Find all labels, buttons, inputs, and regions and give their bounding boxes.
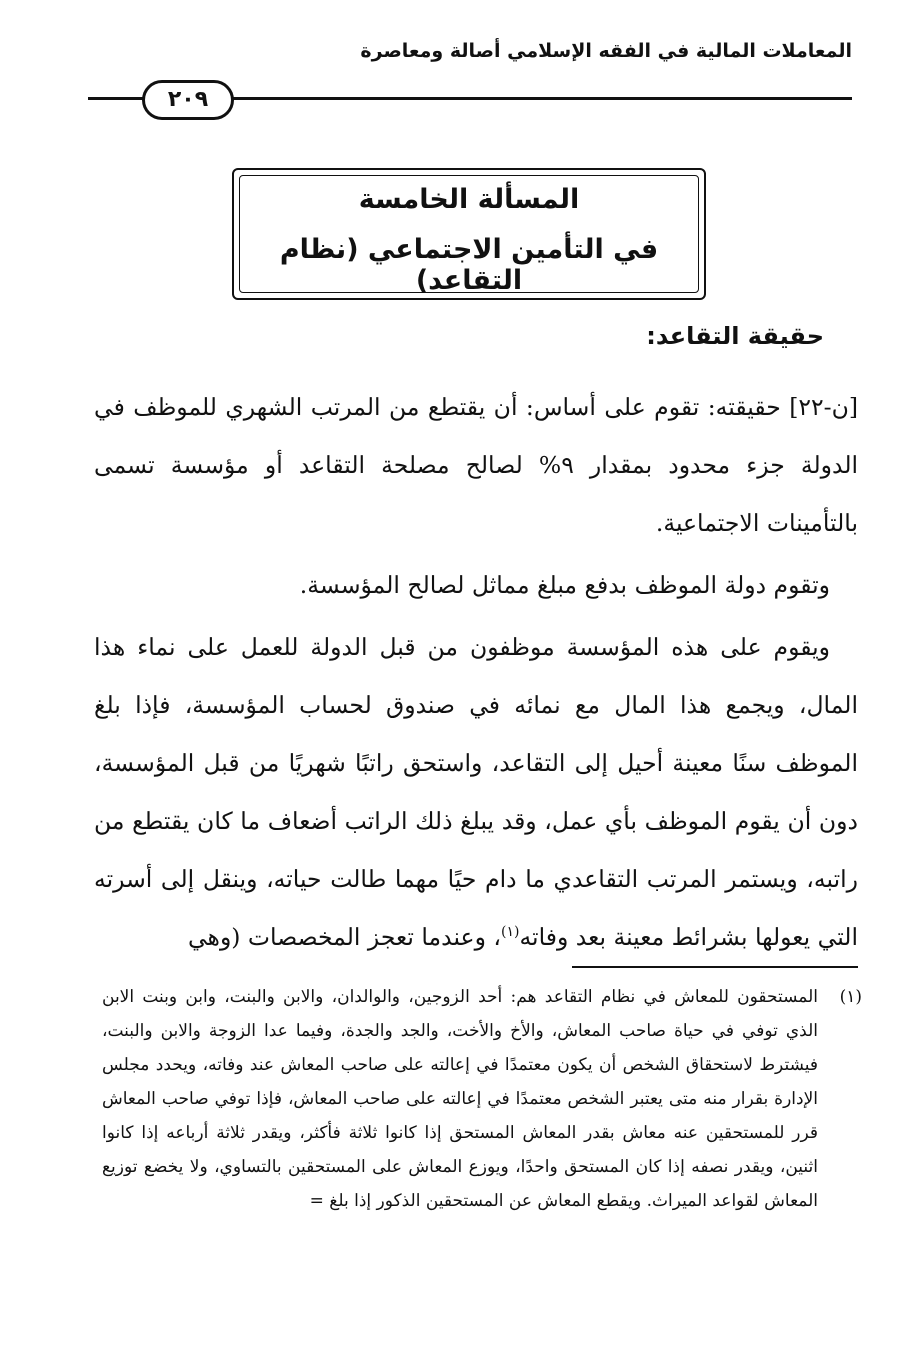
paragraph-3 xyxy=(94,618,858,966)
paragraph-3-text: ويقوم على هذه المؤسسة موظفون من قبل الدولة للعمل على نماء هذا المال، ويجمع هذا المال مع نمائه في صندوق لحساب المؤسسة، فإذا بلغ الموظف سنًا معينة أحيل إلى التقاعد، واستحق راتبًا شهريًا من قبل المؤسسة، دون أن يقوم الموظف بأي عمل، وقد يبلغ ذلك الراتب أضعاف ما كان يقتطع من راتبه، ويستمر المرتب التقاعدي ما دام حيًا مهما طالت حياته، وينقل إلى أسرته التي يعولها بشرائط معينة بعد وفاته xyxy=(94,633,858,951)
paragraph-3-continuation: ، وعندما تعجز المخصصات (وهي xyxy=(187,923,501,951)
footnote-separator xyxy=(572,966,858,968)
footnotes xyxy=(102,980,862,1218)
title-line-2: في التأمين الاجتماعي (نظام التقاعد) xyxy=(279,234,659,296)
paragraph-2: وتقوم دولة الموظف بدفع مبلغ مماثل لصالح المؤسسة. xyxy=(299,571,830,599)
footnote-marker: (١) xyxy=(839,987,862,1007)
paragraph-1: [ن-٢٢] حقيقته: تقوم على أساس: أن يقتطع من المرتب الشهري للموظف في الدولة جزء محدود بمقدار ٩% لصالح مصلحة التقاعد أو مؤسسة تسمى بالتأمينات الاجتماعية. xyxy=(94,393,859,537)
page-number: ٢٠٩ xyxy=(142,80,234,120)
title-line-1: المسألة الخامسة xyxy=(358,184,580,215)
running-header: المعاملات المالية في الفقه الإسلامي أصالة ومعاصرة xyxy=(360,40,852,62)
footnote-item xyxy=(102,980,862,1218)
footnote-text: المستحقون للمعاش في نظام التقاعد هم: أحد الزوجين، والوالدان، والابن والبنت، وابن وبنت الابن الذي توفي في حياة صاحب المعاش، والأخ والأخت، والجد والجدة، وفيما عدا الزوجة والابن والبنت، فيشترط لاستحقاق الشخص أن يكون معتمدًا في إعالته على صاحب المعاش عند وفاته، ويحدد مجلس الإدارة بقرار منه متى يعتبر الشخص معتمدًا في إعالته على صاحب المعاش، فإذا توفي صاحب المعاش قرر للمستحقين عنه معاش بقدر المعاش المستحق إذا كانوا ثلاثة فأكثر، ويقدر ثلاثة أرباعه إذا كانوا اثنين، ويقدر نصفه إذا كان المستحق واحدًا، ويوزع المعاش على المستحقين بالتساوي، ولا يخضع توزيع المعاش لقواعد الميراث. ويقطع المعاش عن المستحقين الذكور إذا بلغ = xyxy=(102,987,818,1211)
footnote-reference: (١) xyxy=(500,924,520,941)
section-heading: حقيقة التقاعد: xyxy=(646,322,824,350)
title-box xyxy=(232,168,706,300)
body-text xyxy=(94,378,858,970)
